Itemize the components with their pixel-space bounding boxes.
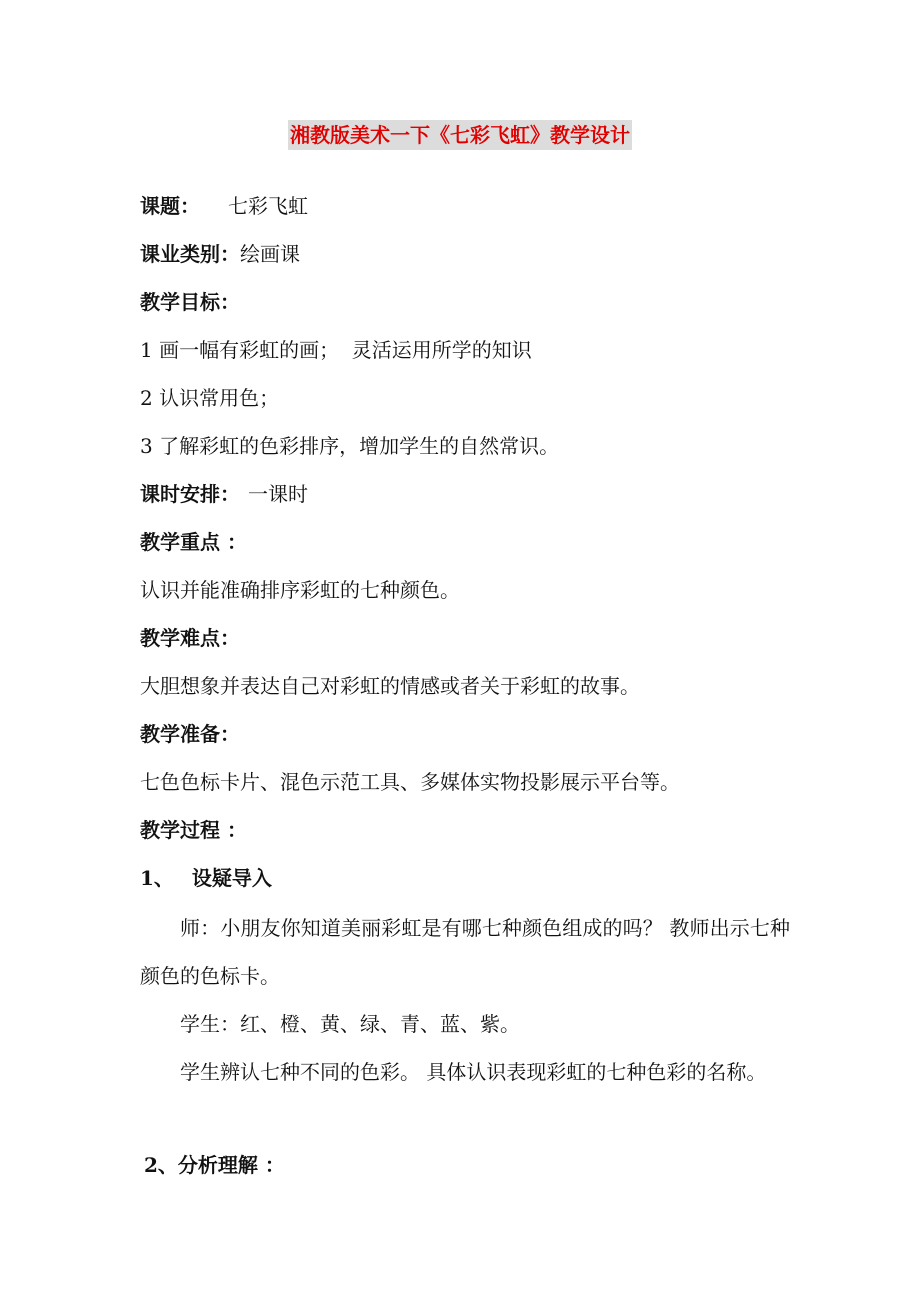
schedule-value: 一课时 (248, 482, 308, 506)
key-point-heading: 教学重点 ： (140, 530, 247, 554)
step1-heading (140, 863, 272, 893)
step1-paragraph-2: 学生：红、橙、黄、绿、青、蓝、紫。 (180, 1012, 520, 1036)
document-title: 湘教版美术一下《七彩飞虹》教学设计 (288, 120, 632, 150)
step1-paragraph-3: 学生辨认七种不同的色彩。 具体认识表现彩虹的七种色彩的名称。 (180, 1060, 767, 1084)
step2-number: 2、 (144, 1153, 178, 1177)
step2-title: 分析理解 ： (177, 1153, 285, 1177)
goal-item-2: 2 认识常用色； (140, 386, 280, 410)
topic-line (140, 191, 308, 221)
category-line (140, 239, 300, 269)
goals-heading: 教学目标： (140, 290, 240, 314)
key-point-text: 认识并能准确排序彩虹的七种颜色。 (140, 578, 460, 602)
category-value: 绘画课 (240, 242, 300, 266)
document-title-block (0, 120, 920, 150)
topic-label: 课题： (140, 194, 200, 218)
step2-heading (144, 1150, 285, 1180)
preparation-heading: 教学准备： (140, 722, 240, 746)
difficulty-text: 大胆想象并表达自己对彩虹的情感或者关于彩虹的故事。 (140, 674, 640, 698)
goal-item-3: 3 了解彩虹的色彩排序，增加学生的自然常识。 (140, 434, 560, 458)
step1-paragraph-1: 师：小朋友你知道美丽彩虹是有哪七种颜色组成的吗？ 教师出示七种颜色的色标卡。 (140, 916, 790, 988)
category-label: 课业类别： (140, 242, 240, 266)
schedule-label: 课时安排： (140, 482, 240, 506)
topic-value: 七彩飞虹 (228, 194, 308, 218)
goal-item-1: 1 画一幅有彩虹的画； 灵活运用所学的知识 (140, 338, 532, 362)
step1-title: 设疑导入 (191, 866, 272, 890)
schedule-line (140, 479, 308, 509)
preparation-text: 七色色标卡片、混色示范工具、多媒体实物投影展示平台等。 (140, 770, 680, 794)
step1-number: 1、 (140, 866, 174, 890)
difficulty-heading: 教学难点： (140, 626, 240, 650)
process-heading: 教学过程 ： (140, 818, 247, 842)
